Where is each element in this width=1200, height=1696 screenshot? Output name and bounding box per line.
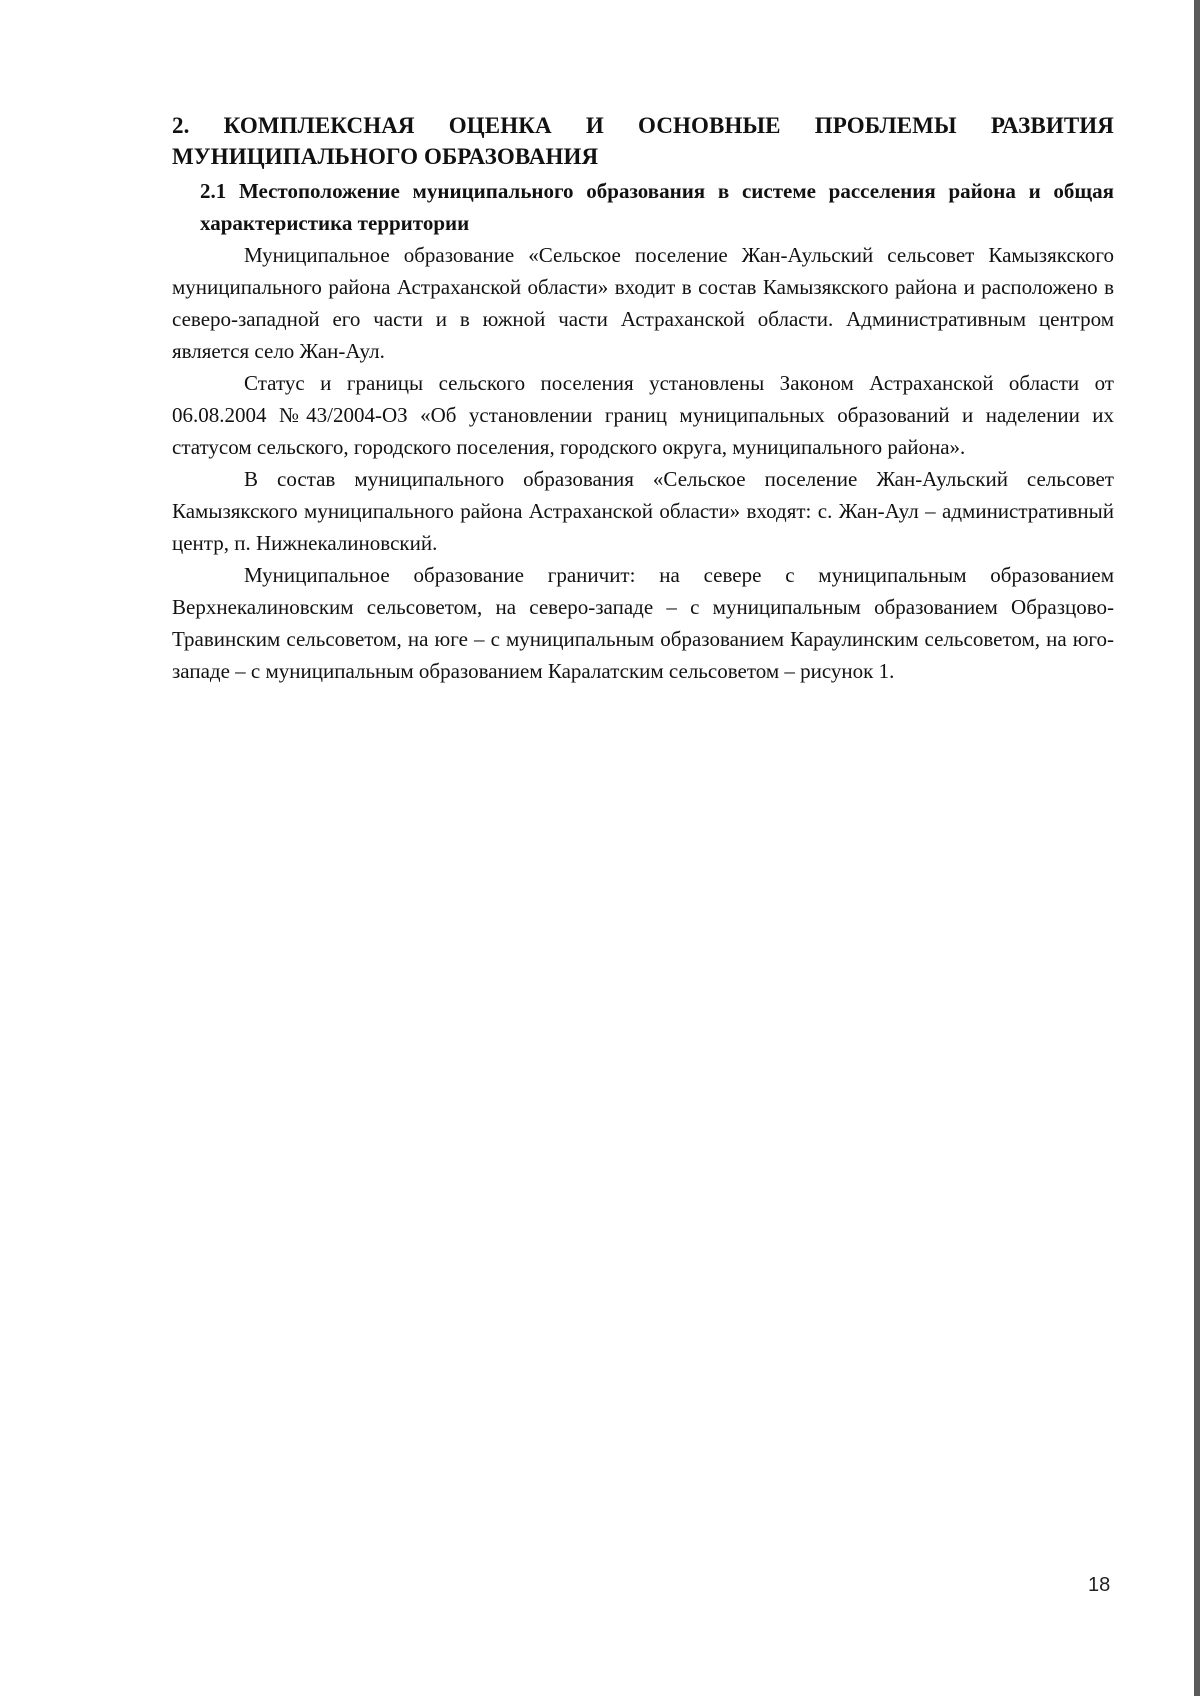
section-heading-line-2: МУНИЦИПАЛЬНОГО ОБРАЗОВАНИЯ [172,144,599,169]
paragraph-borders: Муниципальное образование граничит: на севере с муниципальным образованием Верхнекалиновским сельсоветом, на северо-западе – с муниципальным образованием Образцово-Травинским сельсоветом, на юге – с муниципальным образованием Караулинским сельсоветом, на юго-западе – с муниципальным образованием Каралатским сельсоветом – рисунок 1. [172,563,1114,683]
section-heading-line-1: 2. КОМПЛЕКСНАЯ ОЦЕНКА И ОСНОВНЫЕ ПРОБЛЕМЫ РАЗВИТИЯ [172,113,1114,138]
paragraph-status: Статус и границы сельского поселения установлены Законом Астраханской области от 06.08.2004 №43/2004-ОЗ «Об установлении границ муниципальных образований и наделении их статусом сельского, городского поселения, городского округа, муниципального района». [172,371,1114,459]
subsection-heading: 2.1 Местоположение муниципального образования в системе расселения района и общая характеристика территории [200,179,1114,235]
section-heading [172,110,1114,172]
paragraph-composition: В состав муниципального образования «Сельское поселение Жан-Аульский сельсовет Камызякского муниципального района Астраханской области» входят: с. Жан-Аул – административный центр, п. Нижнекалиновский. [172,467,1114,555]
page-content [172,110,1114,687]
page-edge-shadow [1194,0,1200,1696]
page-number: 18 [1088,1574,1111,1596]
paragraph-location: Муниципальное образование «Сельское поселение Жан-Аульский сельсовет Камызякского муниципального района Астраханской области» входит в состав Камызякского района и расположено в северо-западной его части и в южной части Астраханской области. Административным центром является село Жан-Аул. [172,243,1114,363]
